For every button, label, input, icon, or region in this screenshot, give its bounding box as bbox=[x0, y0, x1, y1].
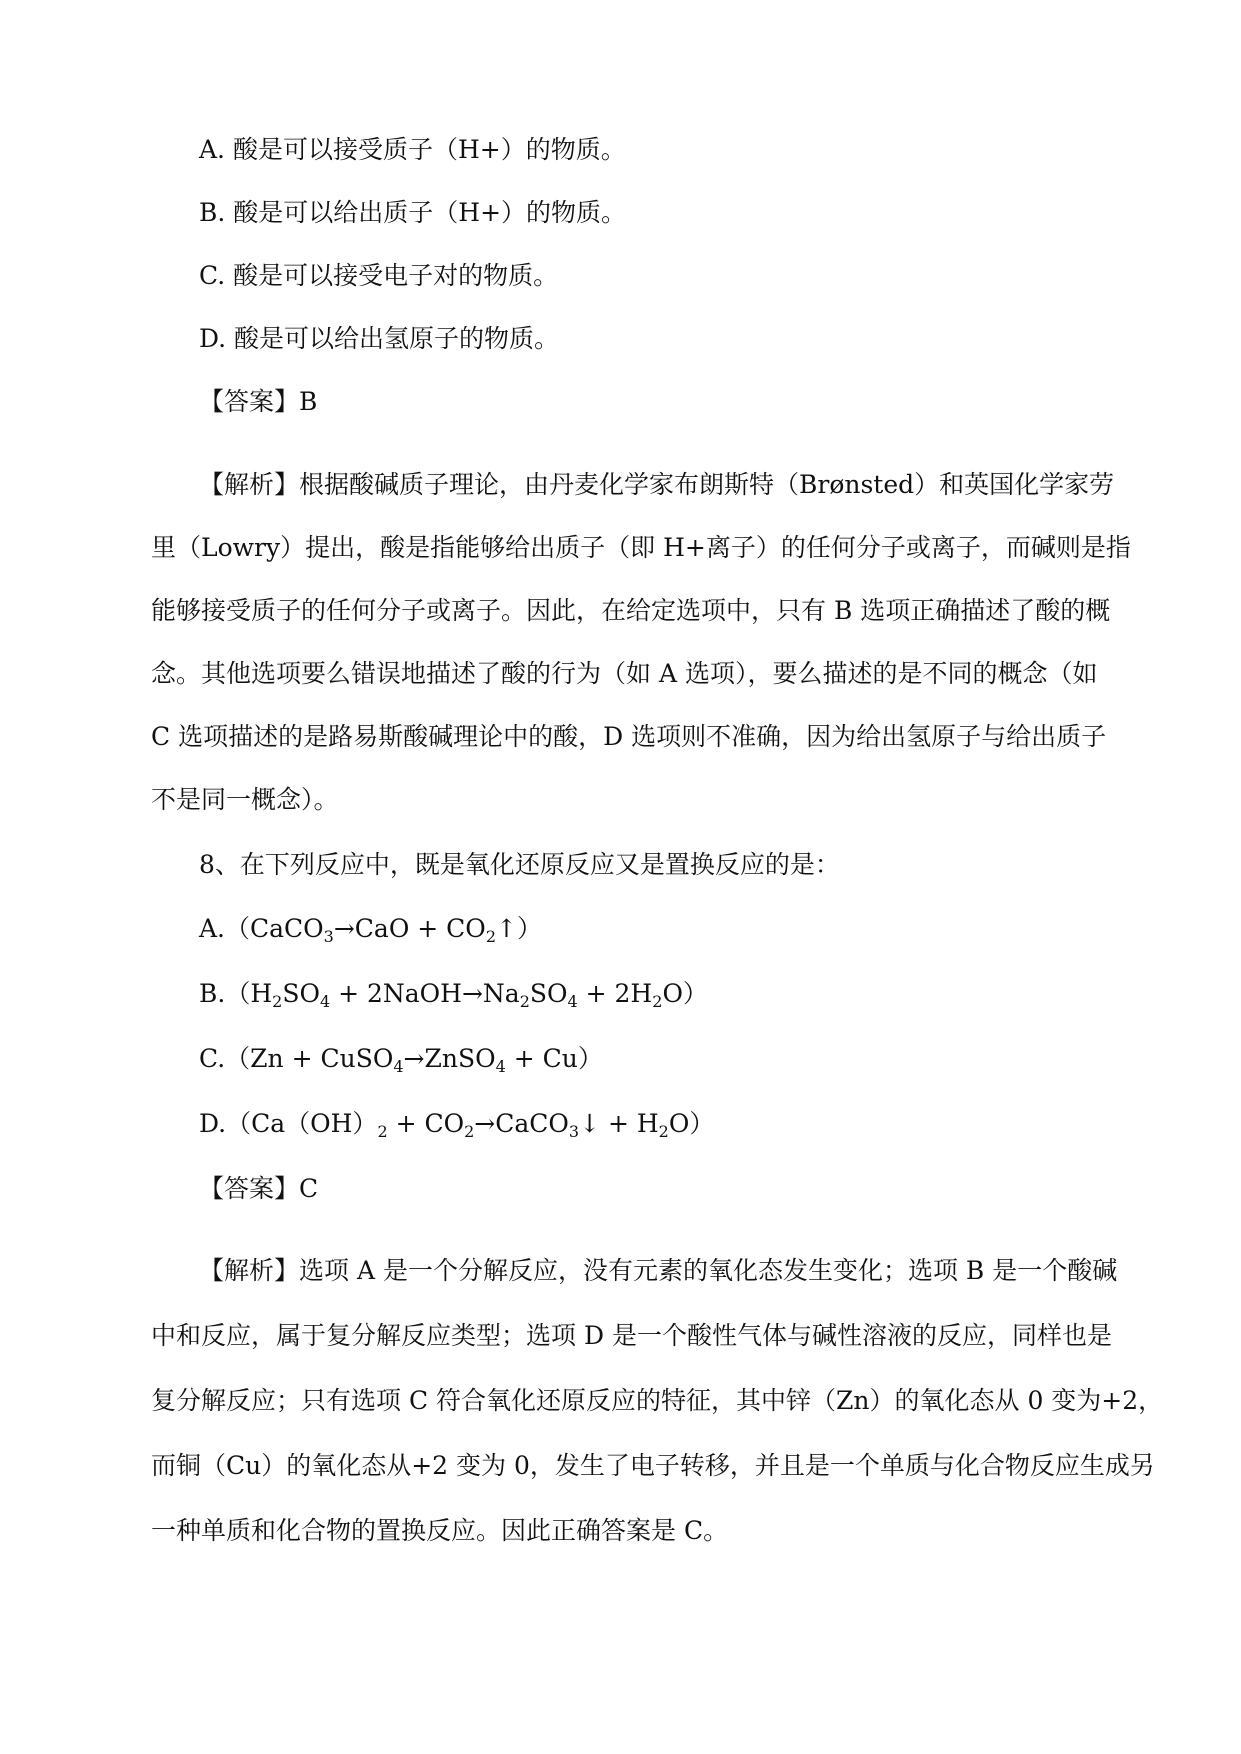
q7-analysis-line-3: 能够接受质子的任何分子或离子。因此，在给定选项中，只有 B 选项正确描述了酸的概 bbox=[151, 596, 1111, 625]
q8-analysis-line-1: 【解析】选项 A 是一个分解反应，没有元素的氧化态发生变化；选项 B 是一个酸碱 bbox=[199, 1256, 1118, 1285]
subscript: 4 bbox=[319, 992, 331, 1011]
q7-option-d: D. 酸是可以给出氢原子的物质。 bbox=[199, 324, 560, 353]
q8-option-b bbox=[199, 978, 708, 1010]
q8-option-d-part: →CaCO bbox=[474, 1109, 569, 1138]
q8-option-c-part: + Cu） bbox=[505, 1044, 603, 1073]
subscript: 4 bbox=[495, 1057, 506, 1076]
subscript: 4 bbox=[393, 1057, 404, 1076]
q7-option-a: A. 酸是可以接受质子（H+）的物质。 bbox=[199, 135, 626, 164]
subscript: 2 bbox=[272, 992, 283, 1011]
q7-analysis-line-4: 念。其他选项要么错误地描述了酸的行为（如 A 选项），要么描述的是不同的概念（如 bbox=[151, 659, 1098, 688]
q8-option-c-part: C.（Zn + CuSO bbox=[199, 1044, 394, 1073]
subscript: 4 bbox=[567, 992, 578, 1011]
q8-option-b-part: + 2NaOH→Na bbox=[330, 979, 520, 1008]
q7-answer: 【答案】B bbox=[199, 387, 318, 416]
subscript: 2 bbox=[658, 1122, 669, 1141]
subscript: 2 bbox=[464, 1122, 475, 1141]
q8-option-b-part: SO bbox=[529, 979, 568, 1008]
q8-analysis-line-5: 一种单质和化合物的置换反应。因此正确答案是 C。 bbox=[151, 1516, 729, 1545]
q8-analysis-line-3: 复分解反应；只有选项 C 符合氧化还原反应的特征，其中锌（Zn）的氧化态从 0 变为+2， bbox=[151, 1386, 1164, 1415]
subscript: 3 bbox=[568, 1122, 580, 1141]
q8-option-a bbox=[199, 913, 542, 945]
q8-option-d-part: O） bbox=[668, 1109, 715, 1138]
q8-option-a-part: →CaO + CO bbox=[333, 914, 486, 943]
q8-option-b-part: + 2H bbox=[577, 979, 653, 1008]
q8-analysis-line-2: 中和反应，属于复分解反应类型；选项 D 是一个酸性气体与碱性溶液的反应，同样也是 bbox=[151, 1321, 1112, 1350]
subscript: 2 bbox=[377, 1122, 388, 1141]
q8-analysis-line-4: 而铜（Cu）的氧化态从+2 变为 0，发生了电子转移，并且是一个单质与化合物反应生成另 bbox=[151, 1451, 1155, 1480]
q8-option-b-part: B.（H bbox=[199, 979, 273, 1008]
q7-analysis-line-5: C 选项描述的是路易斯酸碱理论中的酸，D 选项则不准确，因为给出氢原子与给出质子 bbox=[151, 722, 1107, 751]
subscript: 2 bbox=[652, 992, 663, 1011]
q8-option-d bbox=[199, 1108, 714, 1140]
q8-answer: 【答案】C bbox=[199, 1174, 319, 1203]
q8-option-b-part: O） bbox=[662, 979, 708, 1008]
q8-option-a-part: A.（CaCO bbox=[199, 914, 324, 943]
q8-option-d-part: ↓ + H bbox=[579, 1109, 659, 1138]
q8-option-c bbox=[199, 1043, 603, 1075]
q8-option-c-part: →ZnSO bbox=[403, 1044, 496, 1073]
subscript: 3 bbox=[323, 927, 334, 946]
q7-option-b: B. 酸是可以给出质子（H+）的物质。 bbox=[199, 198, 627, 227]
q8-option-d-part: D.（Ca（OH） bbox=[199, 1109, 378, 1138]
q7-analysis-line-1: 【解析】根据酸碱质子理论，由丹麦化学家布朗斯特（Brønsted）和英国化学家劳 bbox=[199, 470, 1115, 499]
q8-option-d-part: + CO bbox=[387, 1109, 465, 1138]
subscript: 2 bbox=[519, 992, 530, 1011]
q7-option-c: C. 酸是可以接受电子对的物质。 bbox=[199, 261, 559, 290]
q8-option-b-part: SO bbox=[282, 979, 320, 1008]
q7-analysis-line-2: 里（Lowry）提出，酸是指能够给出质子（即 H+离子）的任何分子或离子，而碱则是指 bbox=[151, 533, 1131, 562]
q7-analysis-line-6: 不是同一概念）。 bbox=[151, 785, 339, 814]
q8-stem: 8、在下列反应中，既是氧化还原反应又是置换反应的是： bbox=[199, 850, 840, 879]
subscript: 2 bbox=[485, 927, 496, 946]
q8-option-a-part: ↑） bbox=[496, 914, 542, 943]
